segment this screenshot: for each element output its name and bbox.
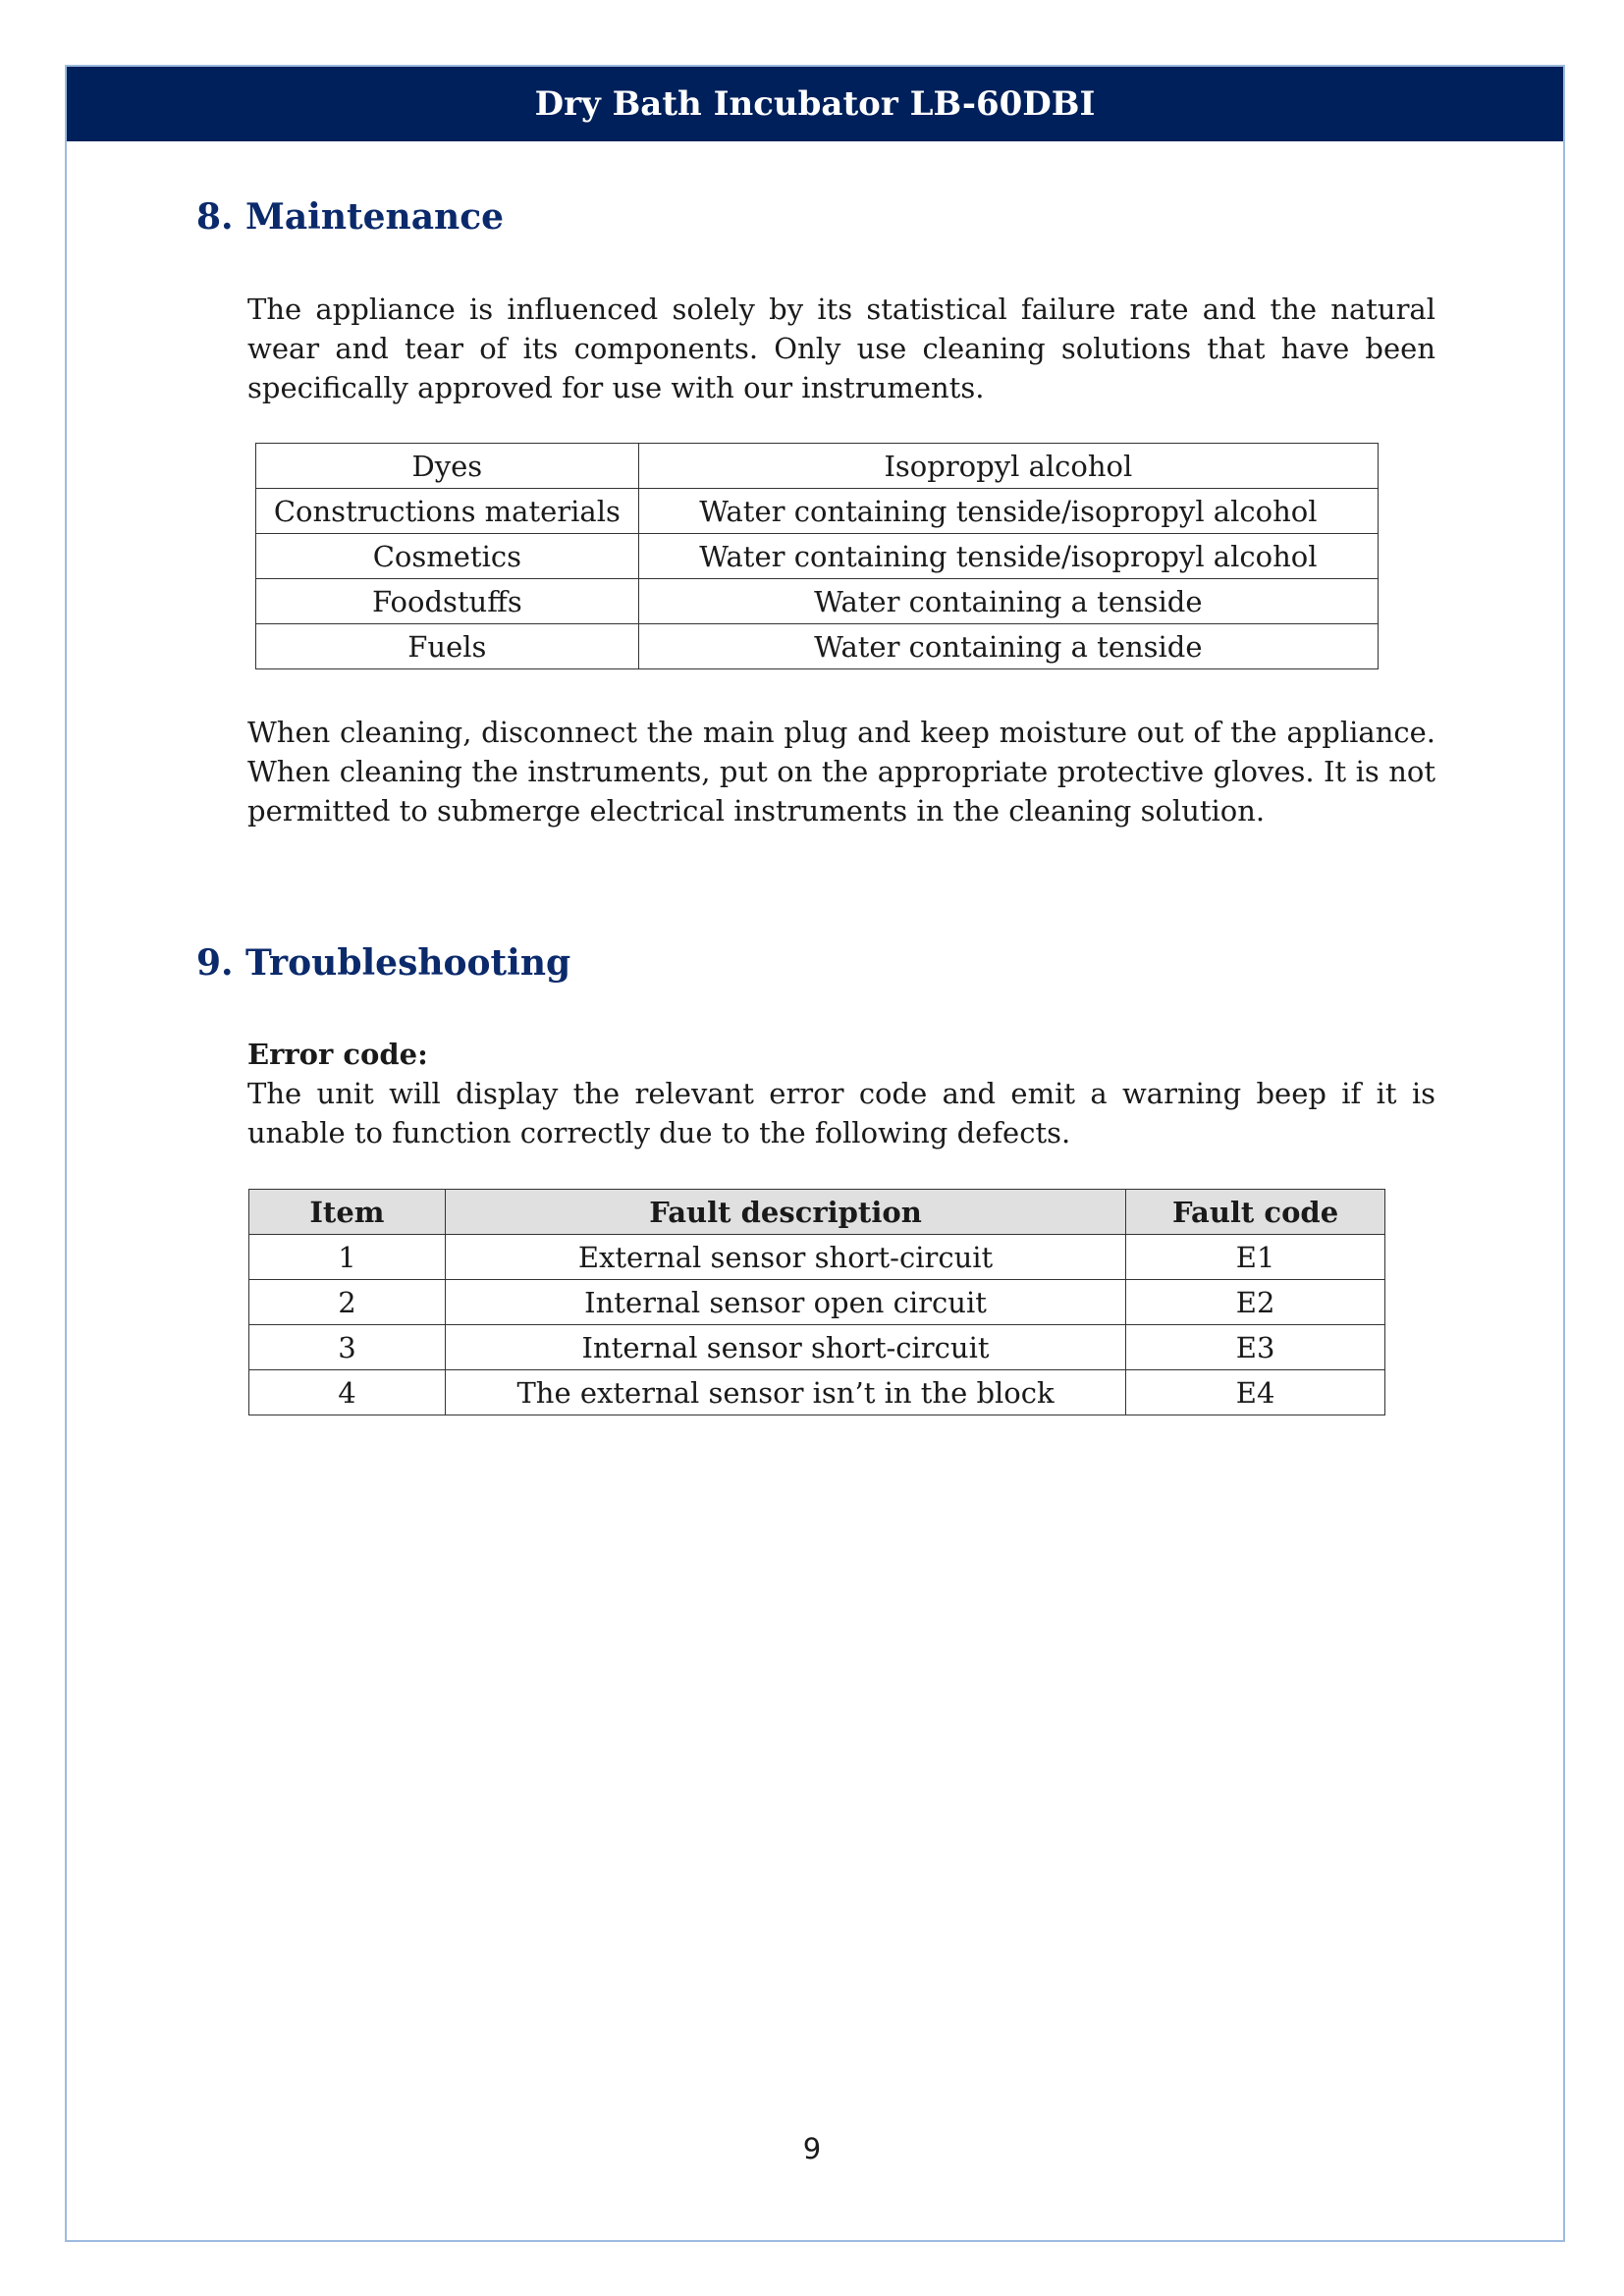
item-cell: 3	[249, 1325, 446, 1370]
column-header: Item	[249, 1190, 446, 1235]
section-number: 9.	[196, 942, 234, 984]
fault-code-cell: E3	[1126, 1325, 1385, 1370]
solution-cell: Water containing tenside/isopropyl alcohol	[638, 489, 1378, 534]
error-code-label: Error code:	[247, 1038, 428, 1071]
substance-cell: Constructions materials	[256, 489, 639, 534]
table-row	[256, 444, 1379, 489]
document-title: Dry Bath Incubator LB-60DBI	[534, 84, 1096, 124]
section-title: Maintenance	[245, 196, 505, 238]
troubleshooting-intro: The unit will display the relevant error code and emit a warning beep if it is unable to function correctly due to the following defects.	[247, 1077, 1435, 1149]
header-banner	[67, 67, 1563, 141]
section-title: Troubleshooting	[245, 942, 571, 984]
table-header-row	[249, 1190, 1385, 1235]
fault-description-cell: External sensor short-circuit	[445, 1235, 1125, 1280]
maintenance-paragraph-1: The appliance is influenced solely by its statistical failure rate and the natural wear and tear of its components. Only use cleaning solutions that have been specifically approved for use with our instruments.	[247, 293, 1435, 404]
fault-code-cell: E2	[1126, 1280, 1385, 1325]
fault-table	[248, 1189, 1385, 1415]
table-row	[256, 534, 1379, 579]
fault-description-cell: Internal sensor open circuit	[445, 1280, 1125, 1325]
substance-cell: Fuels	[256, 624, 639, 669]
cleaning-table	[255, 443, 1379, 669]
fault-code-cell: E1	[1126, 1235, 1385, 1280]
fault-description-cell: The external sensor isn’t in the block	[445, 1370, 1125, 1415]
substance-cell: Cosmetics	[256, 534, 639, 579]
table-row	[256, 579, 1379, 624]
fault-description-cell: Internal sensor short-circuit	[445, 1325, 1125, 1370]
page-number: 9	[802, 2132, 822, 2165]
maintenance-paragraph-2: When cleaning, disconnect the main plug and keep moisture out of the appliance. When cleaning the instruments, put on the appropriate protective gloves. It is not permitted to submerge electrical instruments in the cleaning solution.	[247, 716, 1435, 828]
table-row	[249, 1280, 1385, 1325]
table-row	[256, 489, 1379, 534]
solution-cell: Water containing a tenside	[638, 624, 1378, 669]
solution-cell: Water containing tenside/isopropyl alcohol	[638, 534, 1378, 579]
solution-cell: Isopropyl alcohol	[638, 444, 1378, 489]
table-row	[256, 624, 1379, 669]
table-row	[249, 1370, 1385, 1415]
table-row	[249, 1235, 1385, 1280]
fault-code-cell: E4	[1126, 1370, 1385, 1415]
table-row	[249, 1325, 1385, 1370]
section-number: 8.	[196, 196, 234, 238]
item-cell: 1	[249, 1235, 446, 1280]
substance-cell: Dyes	[256, 444, 639, 489]
section-heading-maintenance	[196, 196, 504, 238]
item-cell: 4	[249, 1370, 446, 1415]
item-cell: 2	[249, 1280, 446, 1325]
section-heading-troubleshooting	[196, 942, 570, 984]
solution-cell: Water containing a tenside	[638, 579, 1378, 624]
substance-cell: Foodstuffs	[256, 579, 639, 624]
column-header: Fault description	[445, 1190, 1125, 1235]
column-header: Fault code	[1126, 1190, 1385, 1235]
